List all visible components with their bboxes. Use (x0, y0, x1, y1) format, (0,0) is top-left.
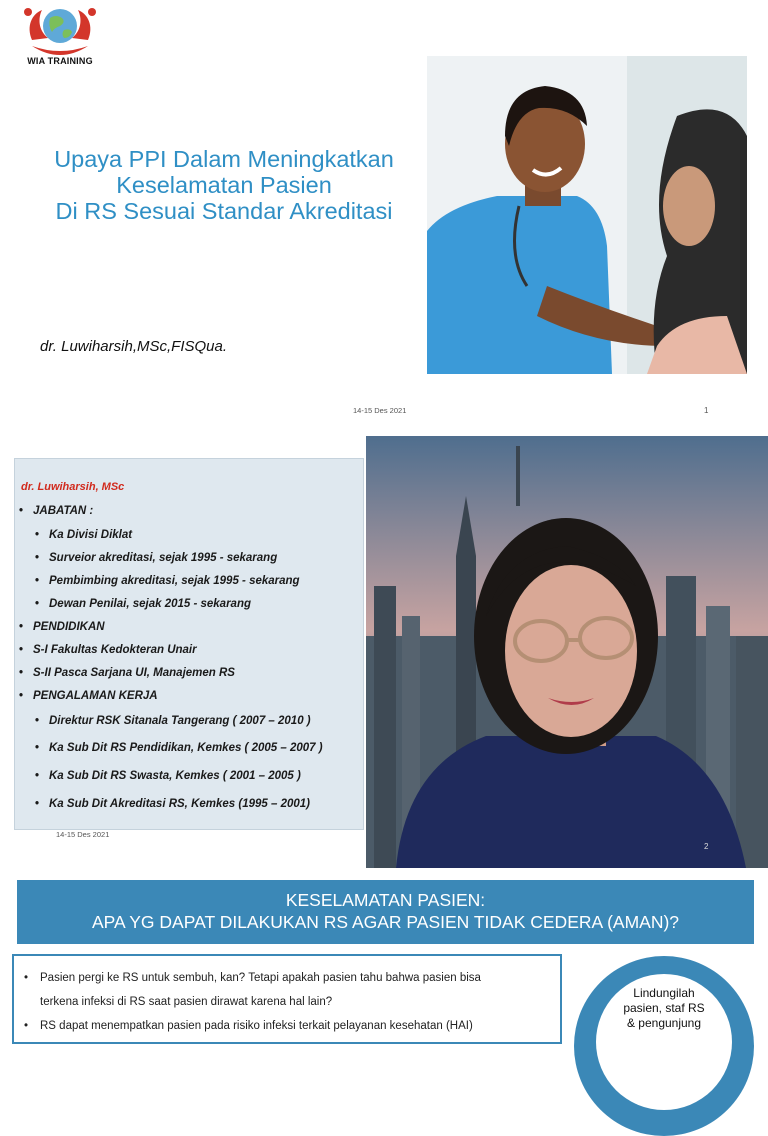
title-line: Keselamatan Pasien (116, 172, 332, 198)
cv-item (35, 715, 311, 727)
bullet-marker: • (35, 529, 40, 541)
bullet-panel (12, 954, 562, 1044)
wia-training-logo (18, 4, 108, 68)
cv-item-text: Ka Sub Dit RS Swasta, Kemkes ( 2001 – 2005 ) (49, 770, 301, 782)
bullet-marker: • (35, 598, 40, 610)
bullet-marker: • (35, 552, 40, 564)
callout-text (596, 986, 732, 1031)
callout-line: Lindungilah (633, 986, 695, 1000)
cv-item-text: Direktur RSK Sitanala Tangerang ( 2007 – 2010 ) (49, 715, 311, 727)
banner-line: APA YG DAPAT DILAKUKAN RS AGAR PASIEN TIDAK CEDERA (AMAN)? (91, 912, 680, 932)
cv-item (19, 621, 105, 633)
cv-item-text: Surveior akreditasi, sejak 1995 - sekarang (49, 552, 278, 564)
bullet-text: RS dapat menempatkan pasien pada risiko infeksi terkait pelayanan kesehatan (HAI) (40, 1020, 473, 1032)
bullet-marker: • (19, 505, 24, 517)
nurse-patient-photo (427, 56, 747, 374)
footer-date: 14-15 Des 2021 (56, 830, 110, 839)
bullet-item (24, 972, 481, 984)
cv-item (35, 552, 277, 564)
bullet-marker: • (35, 742, 40, 754)
section-banner (17, 880, 754, 944)
bullet-marker: • (19, 690, 24, 702)
page-number: 2 (704, 842, 709, 851)
logo-text: WIA TRAINING (27, 56, 93, 66)
title-line: Di RS Sesuai Standar Akreditasi (55, 198, 393, 224)
cv-item (35, 770, 301, 782)
cv-item (19, 644, 197, 656)
cv-item-text: Ka Sub Dit Akreditasi RS, Kemkes (1995 – 2001) (49, 798, 310, 810)
callout-line: & pengunjung (626, 1016, 702, 1030)
cv-panel (14, 458, 364, 830)
globe-logo-icon (18, 4, 102, 56)
cv-item-text: S-II Pasca Sarjana UI, Manajemen RS (33, 667, 235, 679)
page-number: 1 (704, 406, 709, 415)
title-line: Upaya PPI Dalam Meningkatkan (54, 146, 394, 172)
bullet-item (24, 996, 332, 1008)
cv-item (35, 742, 323, 754)
callout-line: pasien, staf RS (623, 1001, 705, 1015)
cv-item (35, 598, 251, 610)
bullet-marker: • (19, 621, 24, 633)
cv-item-text: Ka Sub Dit RS Pendidikan, Kemkes ( 2005 – 2007 ) (49, 742, 323, 754)
bullet-marker: • (24, 1020, 29, 1032)
speaker-video-photo (366, 436, 768, 868)
slide-patient-safety (0, 870, 768, 1032)
bullet-marker: • (35, 575, 40, 587)
cv-item-text: Dewan Penilai, sejak 2015 - sekarang (49, 598, 252, 610)
cv-item-text: JABATAN : (33, 505, 94, 517)
speaker-name: dr. Luwiharsih, MSc (21, 481, 125, 493)
cv-item (35, 529, 132, 541)
bullet-marker: • (19, 667, 24, 679)
bullet-marker: • (35, 798, 40, 810)
bullet-item (24, 1020, 473, 1032)
cv-item-text: S-I Fakultas Kedokteran Unair (33, 644, 197, 656)
bullet-text: terkena infeksi di RS saat pasien dirawat karena hal lain? (40, 996, 333, 1008)
bullet-text: Pasien pergi ke RS untuk sembuh, kan? Tetapi apakah pasien tahu bahwa pasien bisa (40, 972, 481, 984)
bullet-marker: • (35, 715, 40, 727)
cv-item (35, 798, 310, 810)
cv-item-text: PENGALAMAN KERJA (33, 690, 158, 702)
cv-item (19, 505, 93, 517)
bullet-marker: • (19, 644, 24, 656)
cv-item-text: PENDIDIKAN (33, 621, 105, 633)
bullet-marker: • (35, 770, 40, 782)
presentation-title (20, 146, 428, 224)
slide-title (0, 0, 768, 428)
cv-item (19, 667, 235, 679)
slide-speaker-profile (0, 432, 768, 868)
author-name: dr. Luwiharsih,MSc,FISQua. (40, 338, 228, 355)
cv-item (35, 575, 300, 587)
bullet-marker: • (24, 972, 29, 984)
footer-date: 14-15 Des 2021 (353, 406, 407, 415)
banner-line: KESELAMATAN PASIEN: (285, 890, 486, 910)
cv-item-text: Ka Divisi Diklat (49, 529, 133, 541)
cv-item (19, 690, 158, 702)
cv-item-text: Pembimbing akreditasi, sejak 1995 - sekarang (49, 575, 300, 587)
